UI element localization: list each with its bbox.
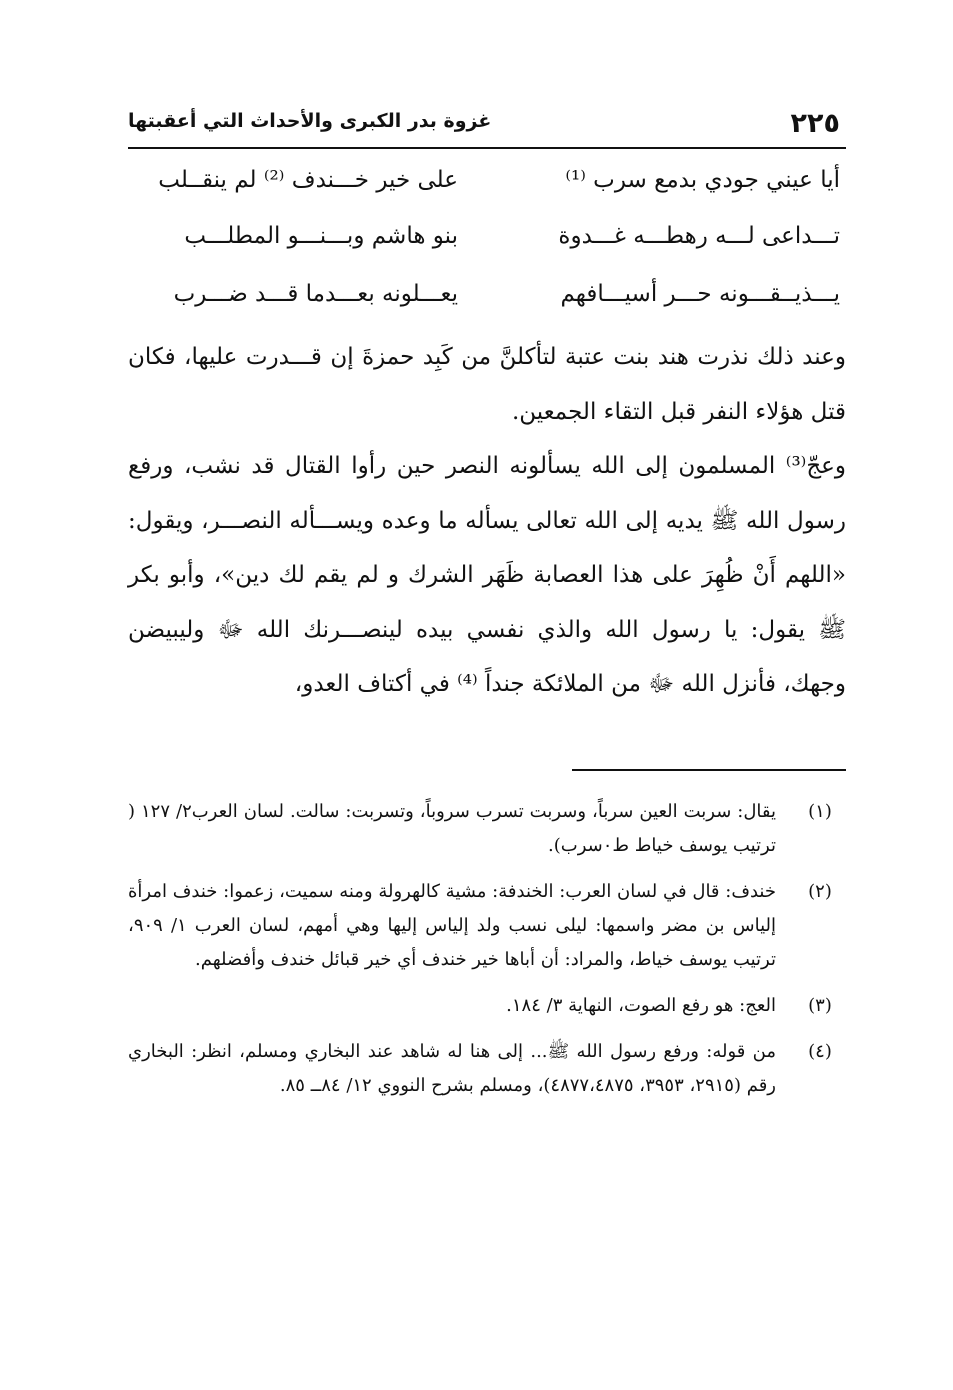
header-rule [128, 147, 846, 149]
verse-first-half: تـــداعى لـــه رهطـــه غـــدوة [558, 223, 840, 249]
page-number: ٢٢٥ [790, 108, 840, 139]
footnote-3 [128, 989, 846, 1023]
footnote-text: يقال: سربت العين سرباً، وسربت تسرب سروباً، وتسربت: سالت. لسان العرب٢/ ١٢٧ ( ترتيب يوسف خياط ط٠سرب). [128, 801, 776, 856]
body-paragraph: وعجّ⁽³⁾ المسلمون إلى الله يسألونه النصر حين رأوا القتال قد نشب، ورفع رسول الله ﷺ يديه إلى الله تعالى يسأله ما وعده ويســـأله النصـــر، ويقول: «اللهم أَنْ ظُهِرَ على هذا العصابة ظَهَر الشرك و لم يقم لك دين»، وأبو بكر ﷺ يقول: يا رسول الله والذي نفسي بيده لينصـــرنك الله ﷻ وليبيضن وجهك، فأنزل الله ﷻ من الملائكة جنداً ⁽⁴⁾ في أكتاف العدو، [128, 453, 846, 697]
verse-second-half: يعـــلونه بعـــدما قـــد ضـــرب [173, 281, 458, 307]
footnote-number: (٢) [808, 881, 832, 902]
footnote-text: العج: هو رفع الصوت، النهاية ٣/ ١٨٤. [506, 995, 776, 1016]
footnote-text: من قوله: ورفع رسول الله ﷺ... إلى هنا له شاهد عند البخاري ومسلم، انظر: البخاري رقم (٢٩١٥، ٣٩٥٣، ٤٨٧٧،٤٨٧٥)، ومسلم بشرح النووي ١٢/ ٨٤ــ ٨٥. [128, 1041, 776, 1096]
footnote-separator [572, 769, 846, 771]
verse-first-half: يـــذيــقـــونه حـــر أسيـــافهم [560, 281, 840, 307]
verse-second-half: بنو هاشم وبـــنـــو المطلـــب [184, 223, 458, 249]
body-text [128, 330, 846, 712]
footnote-number: (١) [808, 801, 832, 822]
footnote-4 [128, 1035, 846, 1103]
poem-verse-2 [128, 216, 846, 268]
verse-first-half: أيا عيني جودي بدمع سرب ⁽¹⁾ [565, 167, 840, 193]
body-paragraph: وعند ذلك نذرت هند بنت عتبة لتأكلنَّ من كَبِد حمزةَ إن قـــدرت عليها، فكان قتل هؤلاء النفر قبل التقاء الجمعين. [128, 344, 846, 425]
footnote-text: خندف: قال في لسان العرب: الخندفة: مشية كالهرولة ومنه سميت، زعموا: خندف امرأة إلياس بن مضر واسمها: ليلى نسب ولد إلياس إليها وهي أمهم، لسان العرب ١/ ٩٠٩، ترتيب يوسف خياط، والمراد: أن أباها خير خندف أي خير قبائل خندف وأفضلهم. [128, 881, 776, 970]
poem-verse-3 [128, 274, 846, 326]
footnote-1 [128, 795, 846, 863]
footnote-number: (٤) [808, 1041, 832, 1062]
verse-second-half: على خير خـــندف ⁽²⁾ لم ينقــلب [158, 167, 458, 193]
footnote-number: (٣) [808, 995, 832, 1016]
page-header [128, 104, 846, 144]
poem-verse-1 [128, 160, 846, 212]
footnotes [128, 795, 846, 1115]
running-title: غزوة بدر الكبرى والأحداث التي أعقبتها [128, 110, 492, 132]
footnote-2 [128, 875, 846, 977]
